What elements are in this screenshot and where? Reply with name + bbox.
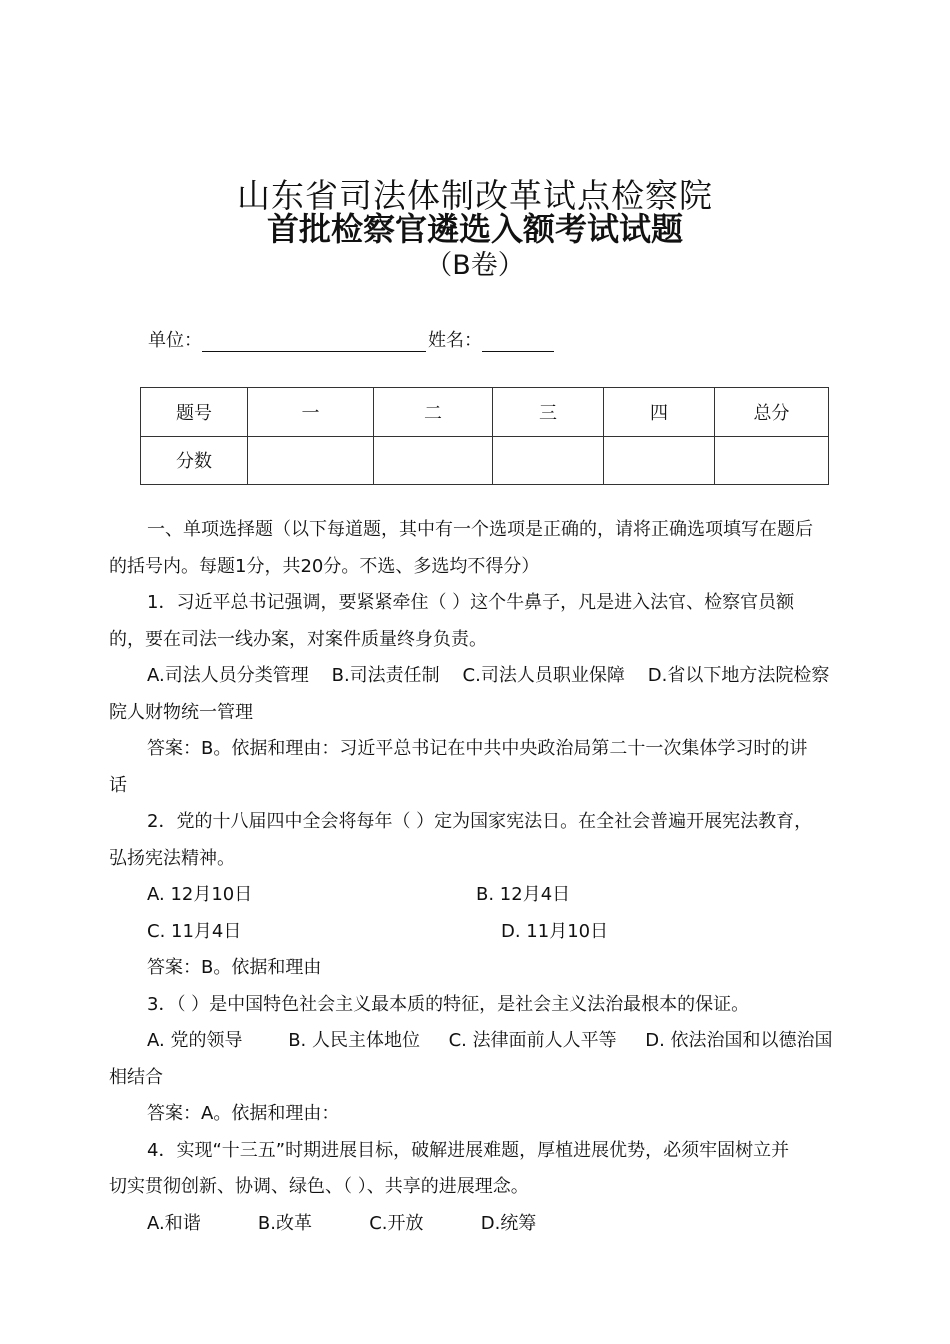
score-table-score-row [141,436,829,485]
score-row-label: 分数 [141,436,248,485]
header-cell: 总分 [715,388,829,437]
unit-blank [202,331,426,352]
section-intro-line: 一、单项选择题（以下每道题，其中有一个选项是正确的，请将正确选项填写在题后 [147,519,813,540]
score-cell [715,436,829,485]
header-cell: 二 [374,388,493,437]
score-table [140,387,829,485]
question-4-line: 切实贯彻创新、协调、绿色、（ ）、共享的进展理念。 [109,1176,529,1197]
question-2-line: 2．党的十八届四中全会将每年（ ）定为国家宪法日。在全社会普遍开展宪法教育， [147,811,813,832]
header-cell: 四 [604,388,715,437]
header-cell: 一 [248,388,374,437]
option-a: A. 12月10日 [147,884,253,905]
question-3-answer: 答案：A。依据和理由： [147,1103,340,1124]
question-1-line: 1．习近平总书记强调，要紧紧牵住（ ）这个牛鼻子，凡是进入法官、检察官员额 [147,592,795,613]
score-cell [493,436,604,485]
exam-title-line1: 山东省司法体制改革试点检察院 [237,176,713,215]
header-cell: 题号 [141,388,248,437]
name-label: 姓名： [428,330,482,351]
question-1-line: 的，要在司法一线办案，对案件质量终身负责。 [109,628,487,650]
question-4-options: A.和谐 B.改革 C.开放 D.统筹 [147,1212,537,1234]
question-1-options: A.司法人员分类管理 B.司法责任制 C.司法人员职业保障 D.省以下地方法院检察 [147,665,830,686]
question-2-options-row [109,877,869,914]
score-cell [248,436,374,485]
exam-title-line2: 首批检察官遴选入额考试试题 [266,210,683,248]
score-cell [604,436,715,485]
unit-name-line [148,326,556,352]
exam-title-paper-version: （B卷） [425,250,525,281]
question-2-answer: 答案：B。依据和理由 [147,957,322,978]
question-1-options: 院人财物统一管理 [109,701,253,723]
question-3-options: 相结合 [109,1066,163,1088]
section-intro-line: 的括号内。每题1分，共20分。不选、多选均不得分） [109,555,540,577]
question-2-line: 弘扬宪法精神。 [109,847,235,869]
score-cell [374,436,493,485]
option-b: B. 12月4日 [476,884,571,905]
question-3-options: A. 党的领导 B. 人民主体地位 C. 法律面前人人平等 D. 依法治国和以德治国 [147,1030,833,1051]
question-2-options-row [109,914,869,951]
question-1-answer: 话 [109,774,127,796]
option-c: C. 11月4日 [147,920,242,942]
unit-label: 单位： [148,330,202,351]
name-blank [482,331,554,352]
question-1-answer: 答案：B。依据和理由：习近平总书记在中共中央政治局第二十一次集体学习时的讲 [147,738,808,759]
header-cell: 三 [493,388,604,437]
score-table-header-row [141,388,829,437]
question-3-line: 3．（ ）是中国特色社会主义最本质的特征，是社会主义法治最根本的保证。 [147,993,750,1015]
exam-body [109,512,869,1242]
question-4-line: 4．实现“十三五”时期进展目标，破解进展难题，厚植进展优势，必须牢固树立并 [147,1139,790,1161]
option-d: D. 11月10日 [501,920,609,942]
